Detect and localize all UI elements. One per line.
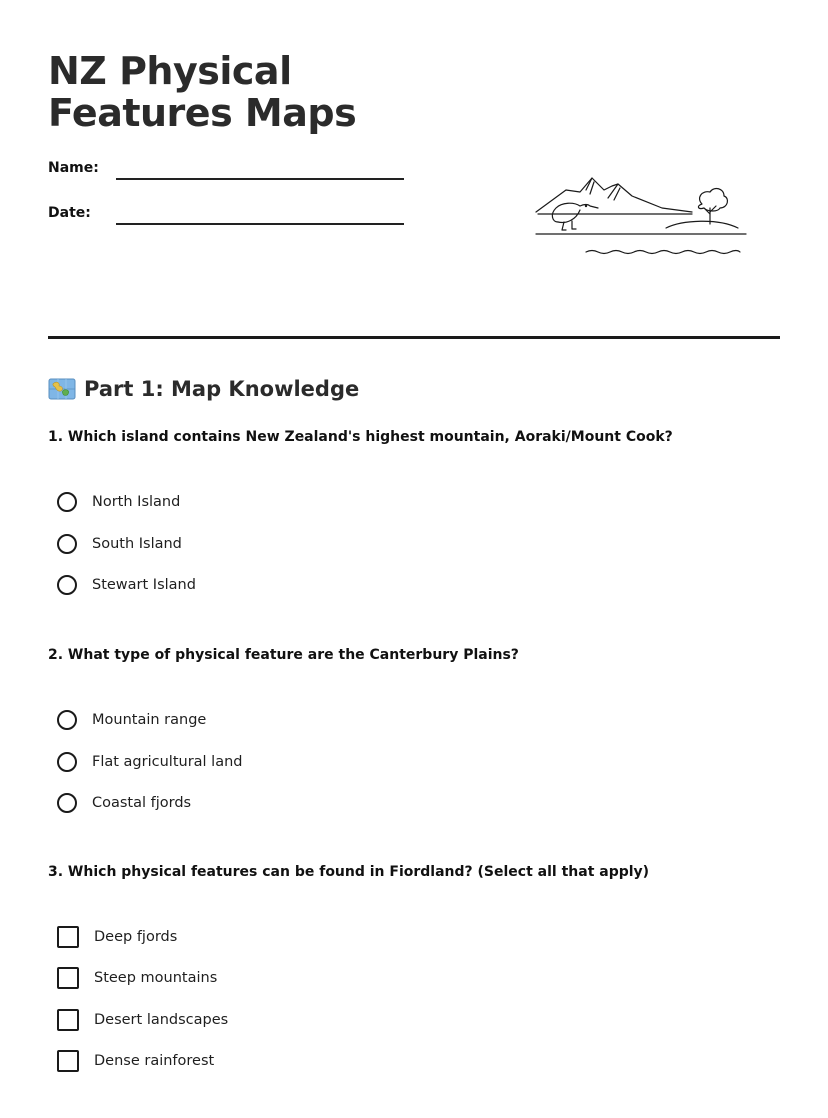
option-label: Flat agricultural land [92,754,243,770]
question-3-option-3[interactable] [57,1007,228,1033]
option-label: Desert landscapes [94,1012,229,1028]
question-2-option-1[interactable] [57,707,206,733]
radio-button[interactable] [57,534,77,554]
radio-button[interactable] [57,575,77,595]
radio-button[interactable] [57,710,77,730]
question-1-option-1[interactable] [57,489,180,515]
section-heading [48,372,359,406]
radio-button[interactable] [57,752,77,772]
option-label: Deep fjords [94,929,178,945]
option-label: Steep mountains [94,970,218,986]
option-label: Mountain range [92,712,207,728]
name-label: Name: [48,160,99,176]
question-3-option-2[interactable] [57,965,217,991]
section-title: Part 1: Map Knowledge [84,377,360,401]
page-title: NZ Physical Features Maps [48,49,357,135]
date-write-line[interactable] [116,223,404,225]
checkbox[interactable] [57,1050,79,1072]
question-1-option-2[interactable] [57,531,182,557]
option-label: North Island [92,494,181,510]
section-divider [48,336,780,339]
radio-button[interactable] [57,492,77,512]
radio-button[interactable] [57,793,77,813]
kiwi-landscape-illustration [532,168,754,264]
option-label: Dense rainforest [94,1053,215,1069]
option-label: Coastal fjords [92,795,192,811]
question-1-text: 1. Which island contains New Zealand's highest mountain, Aoraki/Mount Cook? [48,429,673,445]
checkbox[interactable] [57,926,79,948]
map-icon [48,377,76,401]
question-2-option-3[interactable] [57,790,191,816]
question-2-option-2[interactable] [57,749,243,775]
option-label: Stewart Island [92,577,196,593]
date-field-row [48,205,408,229]
question-3-option-1[interactable] [57,924,177,950]
question-1-option-3[interactable] [57,572,196,598]
name-write-line[interactable] [116,178,404,180]
checkbox[interactable] [57,1009,79,1031]
question-3-text: 3. Which physical features can be found in Fiordland? (Select all that apply) [48,864,650,880]
option-label: South Island [92,536,182,552]
date-label: Date: [48,205,91,221]
name-field-row [48,160,408,184]
question-3-option-4[interactable] [57,1048,214,1074]
question-2-text: 2. What type of physical feature are the Canterbury Plains? [48,647,519,663]
checkbox[interactable] [57,967,79,989]
